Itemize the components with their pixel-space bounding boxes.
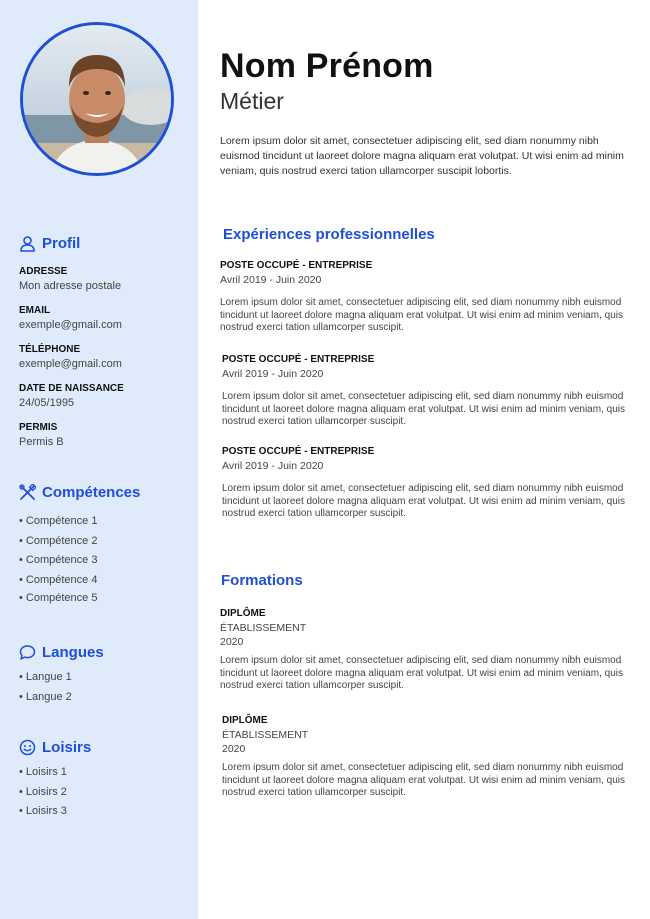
experience-date: Avril 2019 - Juin 2020: [220, 274, 322, 286]
list-item: • Compétence 4: [19, 573, 98, 586]
list-item: • Compétence 2: [19, 534, 98, 547]
education-description: Lorem ipsum dolor sit amet, consectetuer adipiscing elit, sed diam nonummy nibh euismod tincidunt ut laoreet dolore magna aliquam erat volutpat. Ut wisi enim ad minim veniam, quis nostrud exerci tation ullamcorper suscipit.: [222, 762, 625, 798]
languages-title: Langues: [42, 643, 104, 661]
experience-description: Lorem ipsum dolor sit amet, consectetuer adipiscing elit, sed diam nonummy nibh euismod tincidunt ut laoreet dolore magna aliquam erat volutpat. Ut wisi enim ad minim veniam, quis nostrud exerci tation ullamcorper suscipit.: [222, 391, 625, 427]
hobbies-heading: [19, 737, 189, 757]
hobbies-title: Loisirs: [42, 738, 92, 756]
experience-item: [220, 259, 635, 335]
user-icon: [19, 235, 36, 252]
experience-description: Lorem ipsum dolor sit amet, consectetuer adipiscing elit, sed diam nonummy nibh euismod tincidunt ut laoreet dolore magna aliquam erat volutpat. Ut wisi enim ad minim veniam, quis nostrud exerci tation ullamcorper suscipit.: [220, 297, 623, 333]
profile-title: Profil: [42, 234, 81, 252]
list-item: • Langue 2: [19, 690, 72, 703]
experience-date: Avril 2019 - Juin 2020: [222, 368, 324, 380]
phone-value: exemple@gmail.com: [19, 358, 122, 370]
license-value: Permis B: [19, 436, 64, 448]
languages-section: [19, 642, 189, 707]
tools-icon: [19, 484, 36, 501]
education-heading: Formations: [221, 572, 303, 589]
smiley-icon: [19, 739, 36, 756]
speech-bubble-icon: [19, 644, 36, 661]
email-field: [19, 304, 189, 333]
list-item: • Compétence 1: [19, 515, 98, 527]
education-degree: DIPLÔME: [220, 608, 266, 619]
email-value: exemple@gmail.com: [19, 319, 122, 331]
phone-label: TÉLÉPHONE: [19, 344, 81, 355]
birthdate-field: [19, 382, 189, 411]
education-item: [222, 714, 637, 800]
list-item: • Loisirs 2: [19, 785, 67, 798]
languages-heading: [19, 642, 189, 662]
person-portrait-icon: [23, 25, 171, 173]
education-year: 2020: [222, 743, 246, 755]
hobbies-list: [19, 763, 189, 822]
hobbies-section: [19, 737, 189, 822]
skills-section: [19, 482, 189, 606]
sidebar: [0, 0, 198, 919]
experience-position: POSTE OCCUPÉ - ENTREPRISE: [220, 260, 373, 271]
license-field: [19, 421, 189, 450]
experience-heading: Expériences professionnelles: [223, 226, 435, 243]
job-title: Métier: [220, 88, 284, 114]
profile-heading: [19, 233, 189, 253]
education-item: [220, 607, 635, 693]
skills-heading: [19, 482, 189, 502]
experience-item: [222, 353, 637, 429]
education-description: Lorem ipsum dolor sit amet, consectetuer adipiscing elit, sed diam nonummy nibh euismod tincidunt ut laoreet dolore magna aliquam erat volutpat. Ut wisi enim ad minim veniam, quis nostrud exerci tation ullamcorper suscipit.: [220, 655, 623, 691]
license-label: PERMIS: [19, 422, 58, 433]
experience-position: POSTE OCCUPÉ - ENTREPRISE: [222, 446, 375, 457]
list-item: • Loisirs 3: [19, 805, 67, 817]
full-name: Nom Prénom: [220, 47, 434, 85]
experience-date: Avril 2019 - Juin 2020: [222, 460, 324, 472]
address-field: [19, 265, 189, 294]
address-label: ADRESSE: [19, 266, 68, 277]
profile-photo: [20, 22, 174, 176]
birthdate-value: 24/05/1995: [19, 397, 75, 409]
education-school: ÉTABLISSEMENT: [220, 622, 307, 634]
list-item: • Loisirs 1: [19, 766, 67, 778]
birthdate-label: DATE DE NAISSANCE: [19, 383, 124, 394]
email-label: EMAIL: [19, 305, 51, 316]
list-item: • Compétence 3: [19, 554, 98, 566]
experience-item: [222, 445, 637, 521]
skills-title: Compétences: [42, 483, 141, 501]
intro-text: Lorem ipsum dolor sit amet, consectetuer adipiscing elit, sed diam nonummy nibh euismod tincidunt ut laoreet dolore magna aliquam erat volutpat. Ut wisi enim ad minim veniam, quis nostrud exerci tation ullamcorper suscipit lobortis.: [220, 135, 624, 177]
education-school: ÉTABLISSEMENT: [222, 729, 309, 741]
address-value: Mon adresse postale: [19, 280, 122, 292]
education-degree: DIPLÔME: [222, 715, 268, 726]
experience-description: Lorem ipsum dolor sit amet, consectetuer adipiscing elit, sed diam nonummy nibh euismod tincidunt ut laoreet dolore magna aliquam erat volutpat. Ut wisi enim ad minim veniam, quis nostrud exerci tation ullamcorper suscipit.: [222, 483, 625, 519]
skills-list: [19, 512, 189, 606]
list-item: • Langue 1: [19, 671, 72, 683]
languages-list: [19, 668, 189, 707]
list-item: • Compétence 5: [19, 592, 98, 604]
experience-position: POSTE OCCUPÉ - ENTREPRISE: [222, 354, 375, 365]
education-year: 2020: [220, 636, 244, 648]
profile-section: [19, 233, 189, 450]
phone-field: [19, 343, 189, 372]
